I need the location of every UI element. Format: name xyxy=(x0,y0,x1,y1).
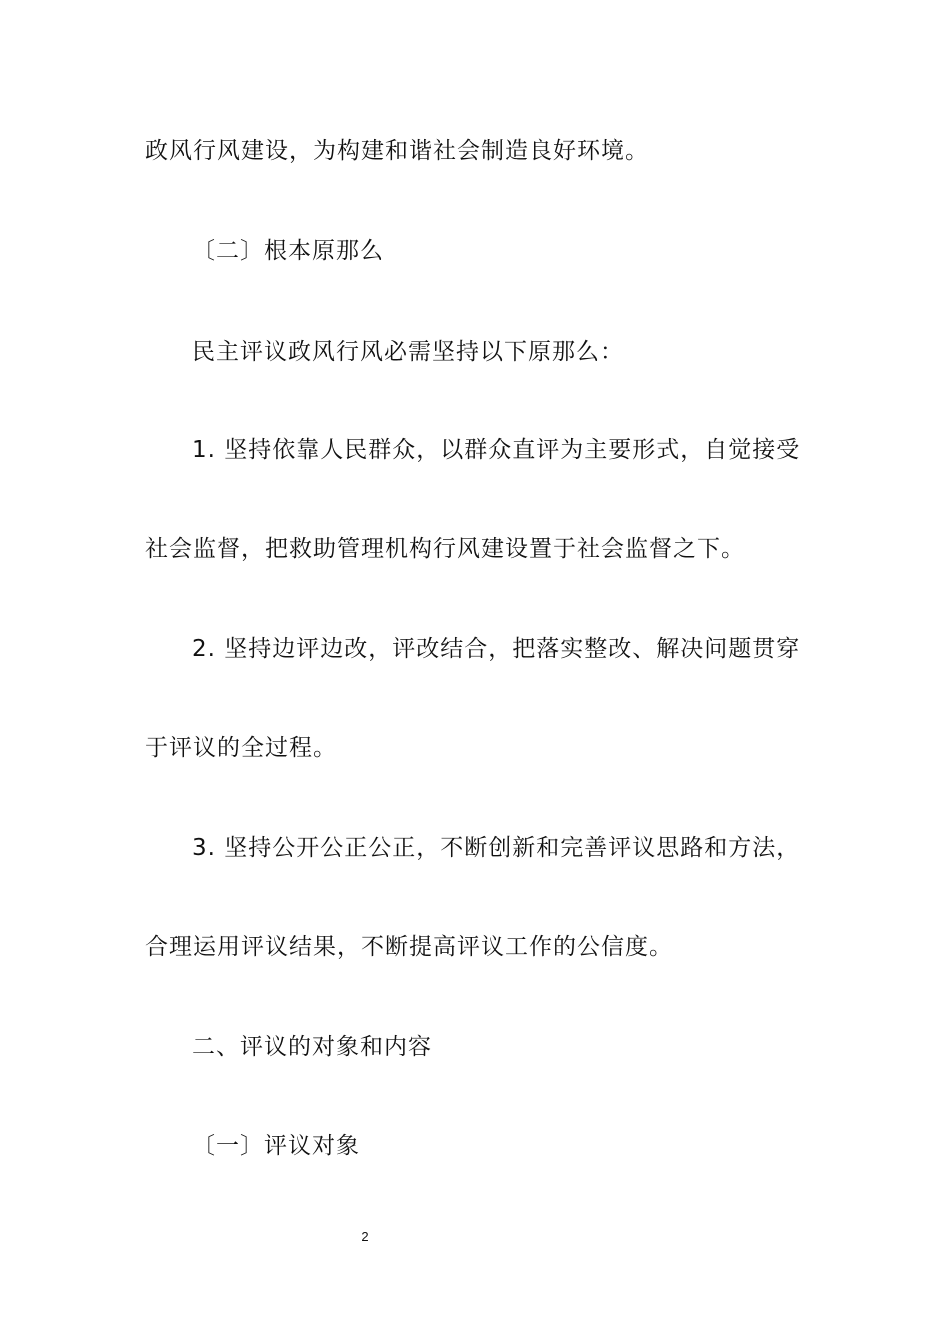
paragraph-line: 于评议的全过程。 xyxy=(145,735,337,761)
section-heading: 〔二〕根本原那么 xyxy=(192,238,384,264)
paragraph-line: 政风行风建设，为构建和谐社会制造良好环境。 xyxy=(145,138,649,164)
subsection-heading: 〔一〕评议对象 xyxy=(192,1133,360,1159)
paragraph-line: 合理运用评议结果，不断提高评议工作的公信度。 xyxy=(145,934,673,960)
paragraph-line: 民主评议政风行风必需坚持以下原那么： xyxy=(192,339,624,365)
page-number: 2 xyxy=(361,1229,369,1244)
list-item-1: 1. 坚持依靠人民群众，以群众直评为主要形式，自觉接受 xyxy=(192,437,801,463)
list-item-2: 2. 坚持边评边改，评改结合，把落实整改、解决问题贯穿 xyxy=(192,636,801,662)
section-heading: 二、评议的对象和内容 xyxy=(192,1034,432,1060)
paragraph-line: 社会监督，把救助管理机构行风建设置于社会监督之下。 xyxy=(145,536,745,562)
list-item-3: 3. 坚持公开公正公正，不断创新和完善评议思路和方法， xyxy=(192,835,801,861)
